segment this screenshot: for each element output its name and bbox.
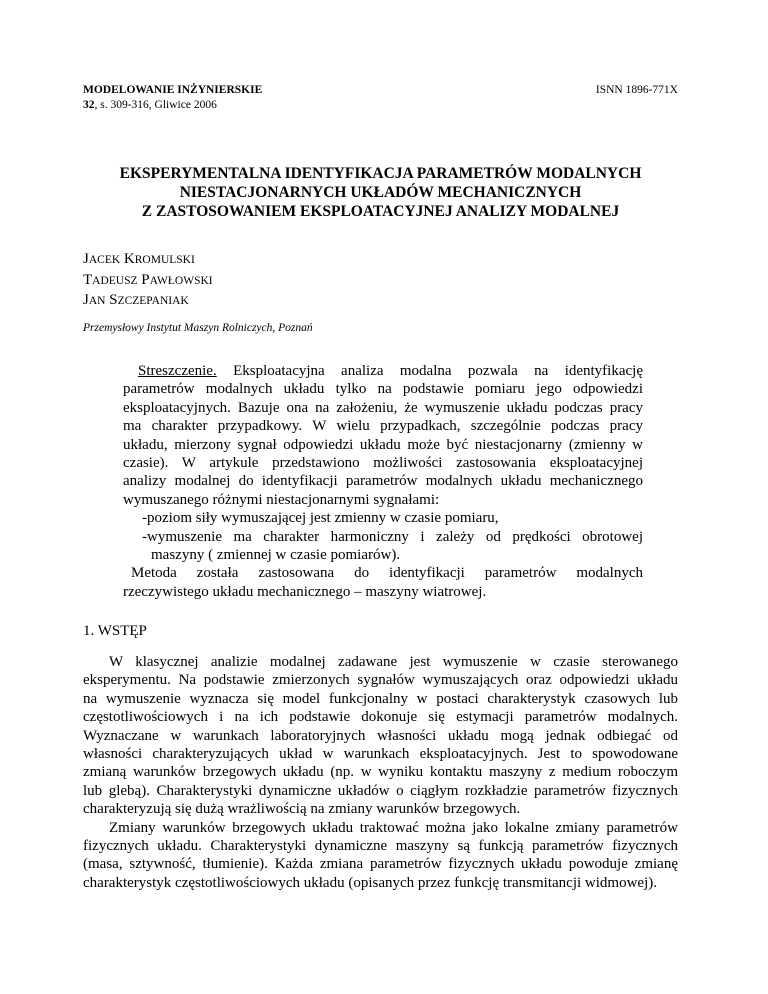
title-line: NIESTACJONARNYCH UKŁADÓW MECHANICZNYCH (179, 184, 582, 201)
abstract-line: Streszczenie. Eksploatacyjna analiza modalna pozwala na identyfikację (138, 363, 643, 379)
journal-name: MODELOWANIE INŻYNIERSKIE (83, 84, 263, 96)
body-line: częstotliwościowych i na ich podstawie dokonuje się estymacji parametrów modalnych. (83, 709, 678, 726)
section-body (83, 653, 678, 892)
body-line: fizycznych układu. Charakterystyki dynamiczne maszyny są funkcją parametrów fizycznych (83, 838, 678, 855)
body-line: W klasycznej analizie modalnej zadawane jest wymuszenie w czasie sterowanego (109, 654, 678, 670)
body-line: (masa, sztywność, tłumienie). Każda zmiana parametrów fizycznych układu powoduje zmianę (83, 856, 678, 873)
body-line: charakteryzują się dużą wrażliwością na zmiany warunków brzegowych. (83, 801, 521, 818)
body-line: Wyznaczane w warunkach laboratoryjnych własności układu mogą jednak odbiegać od (83, 727, 678, 744)
journal-volume-line (83, 98, 262, 113)
journal-header (83, 83, 262, 113)
abstract-label: Streszczenie. (138, 363, 217, 379)
author: JACEK KROMULSKI (83, 251, 195, 267)
body-line: własności charakteryzujących układ w warunkach eksploatacyjnych. Jest to spowodowane (83, 746, 678, 763)
paper-title (83, 164, 678, 221)
abstract-line: ma charakter przypadkowy. W wielu przypadkach, szczególnie podczas pracy (123, 418, 643, 435)
section-heading: 1. WSTĘP (83, 623, 147, 639)
abstract-line: Metoda została zastosowana do identyfikacji parametrów modalnych (131, 565, 643, 582)
abstract-list-item: -poziom siły wymuszającej jest zmienny w czasie pomiaru, (142, 510, 499, 527)
title-line: EKSPERYMENTALNA IDENTYFIKACJA PARAMETRÓW MODALNYCH (119, 165, 642, 182)
abstract-line: parametrów modalnych układu tylko na podstawie pomiaru jego odpowiedzi (123, 381, 643, 398)
body-line: Zmiany warunków brzegowych układu traktować można jako lokalne zmiany parametrów (109, 819, 678, 836)
body-line: charakterystyk częstotliwościowych układu (opisanych przez funkcję transmitancji widmowej). (83, 874, 657, 891)
journal-pages: , s. 309-316, Gliwice 2006 (94, 99, 217, 111)
abstract-line: układu, mierzony sygnał odpowiedzi układu może być niestacjonarny (zmienny w (123, 436, 643, 453)
body-line: eksperymentu. Na podstawie zmierzonych sygnałów wymuszających oraz odpowiedzi układu (83, 672, 678, 689)
abstract-line: eksploatacyjnych. Bazuje ona na założeniu, że wymuszenie układu podczas pracy (123, 399, 643, 416)
author-list (83, 250, 213, 312)
abstract-list-item: -wymuszenie ma charakter harmoniczny i zależy od prędkości obrotowej (142, 528, 643, 545)
abstract-line: wymuszanego różnymi niestacjonarnymi sygnałami: (123, 491, 440, 508)
issn: ISNN 1896-771X (595, 84, 678, 96)
abstract-list-item: maszyny ( zmiennej w czasie pomiarów). (151, 547, 401, 564)
body-line: na wymuszenie wyznacza się model funkcjonalny w postaci charakterystyk czasowych lub (83, 690, 678, 707)
abstract-line: rzeczywistego układu mechanicznego – maszyny wiatrowej. (123, 583, 487, 600)
abstract-line: analizy modalnej do identyfikacji parametrów modalnych układu mechanicznego (123, 473, 643, 490)
author: JAN SZCZEPANIAK (83, 292, 189, 308)
affiliation: Przemysłowy Instytut Maszyn Rolniczych, Poznań (83, 322, 313, 334)
title-line: Z ZASTOSOWANIEM EKSPLOATACYJNEJ ANALIZY MODALNEJ (141, 203, 620, 220)
abstract-line: czasie). W artykule przedstawiono możliwości zastosowania eksploatacyjnej (123, 455, 643, 472)
author: TADEUSZ PAWŁOWSKI (83, 271, 213, 288)
body-line: zmianą warunków brzegowych układu (np. w wyniku kontaktu maszyny z medium roboczym (83, 764, 678, 781)
abstract (123, 362, 643, 601)
journal-volume: 32 (83, 99, 95, 111)
body-line: lub glebą). Charakterystyki dynamiczne układów o ciągłym rozkładzie parametrów fizycznych (83, 782, 678, 799)
